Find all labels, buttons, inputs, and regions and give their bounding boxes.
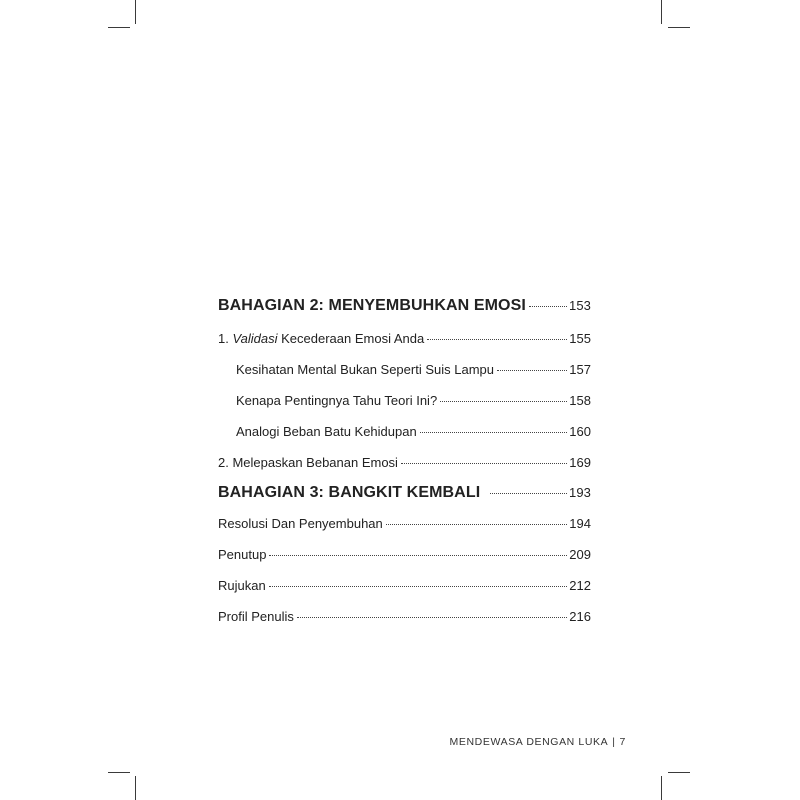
toc-leader — [490, 493, 567, 494]
toc-page: 216 — [569, 609, 591, 624]
toc-title: Rujukan — [218, 578, 266, 593]
crop-mark-top-right-vertical — [661, 0, 662, 24]
toc-page: 209 — [569, 547, 591, 562]
toc-leader — [529, 306, 567, 307]
toc-entry — [218, 516, 591, 531]
toc-leader — [427, 339, 567, 340]
toc-entry — [218, 484, 591, 502]
toc-page: 212 — [569, 578, 591, 593]
toc-entry — [218, 578, 591, 593]
toc-title: Resolusi Dan Penyembuhan — [218, 516, 383, 531]
crop-mark-bottom-left-vertical — [135, 776, 136, 800]
crop-mark-bottom-right-horizontal — [668, 772, 690, 773]
toc-entry — [218, 297, 591, 315]
crop-mark-bottom-right-vertical — [661, 776, 662, 800]
toc-entry — [218, 424, 591, 439]
crop-mark-top-left-vertical — [135, 0, 136, 24]
toc-entry — [218, 609, 591, 624]
toc-leader — [297, 617, 567, 618]
toc-title: Kesihatan Mental Bukan Seperti Suis Lampu — [236, 362, 494, 377]
toc-leader — [440, 401, 567, 402]
footer-page-number: 7 — [619, 736, 626, 748]
toc-leader — [269, 586, 568, 587]
toc-page: 153 — [569, 298, 591, 313]
toc-title: Profil Penulis — [218, 609, 294, 624]
toc-page: 193 — [569, 485, 591, 500]
toc-title-italic: Validasi — [232, 331, 278, 346]
toc-title: Penutup — [218, 547, 267, 562]
toc-title: 1. Validasi Kecederaan Emosi Anda — [218, 331, 425, 346]
toc-entry — [218, 331, 591, 346]
toc-entry — [218, 393, 591, 408]
footer-book-title: MENDEWASA DENGAN LUKA — [449, 736, 609, 748]
crop-mark-top-left-horizontal — [108, 27, 130, 28]
toc-page: 155 — [569, 331, 591, 346]
toc-title: Analogi Beban Batu Kehidupan — [236, 424, 417, 439]
toc-page: 160 — [569, 424, 591, 439]
toc-page: 194 — [569, 516, 591, 531]
toc-entry — [218, 455, 591, 470]
toc-title: Kenapa Pentingnya Tahu Teori Ini? — [236, 393, 438, 408]
toc-page: 169 — [569, 455, 591, 470]
crop-mark-top-right-horizontal — [668, 27, 690, 28]
toc-leader — [420, 432, 568, 433]
toc-page: 157 — [569, 362, 591, 377]
toc-entry — [218, 362, 591, 377]
toc-entry — [218, 547, 591, 562]
toc-leader — [386, 524, 568, 525]
page-footer — [450, 736, 626, 748]
toc-leader — [401, 463, 567, 464]
toc-title: BAHAGIAN 3: BANGKIT KEMBALI — [218, 484, 481, 501]
crop-mark-bottom-left-horizontal — [108, 772, 130, 773]
toc-title: BAHAGIAN 2: MENYEMBUHKAN EMOSI — [218, 297, 526, 314]
toc-title: 2. Melepaskan Bebanan Emosi — [218, 455, 398, 470]
toc-leader — [269, 555, 567, 556]
footer-separator: | — [612, 736, 616, 748]
toc-page: 158 — [569, 393, 591, 408]
toc-leader — [497, 370, 567, 371]
